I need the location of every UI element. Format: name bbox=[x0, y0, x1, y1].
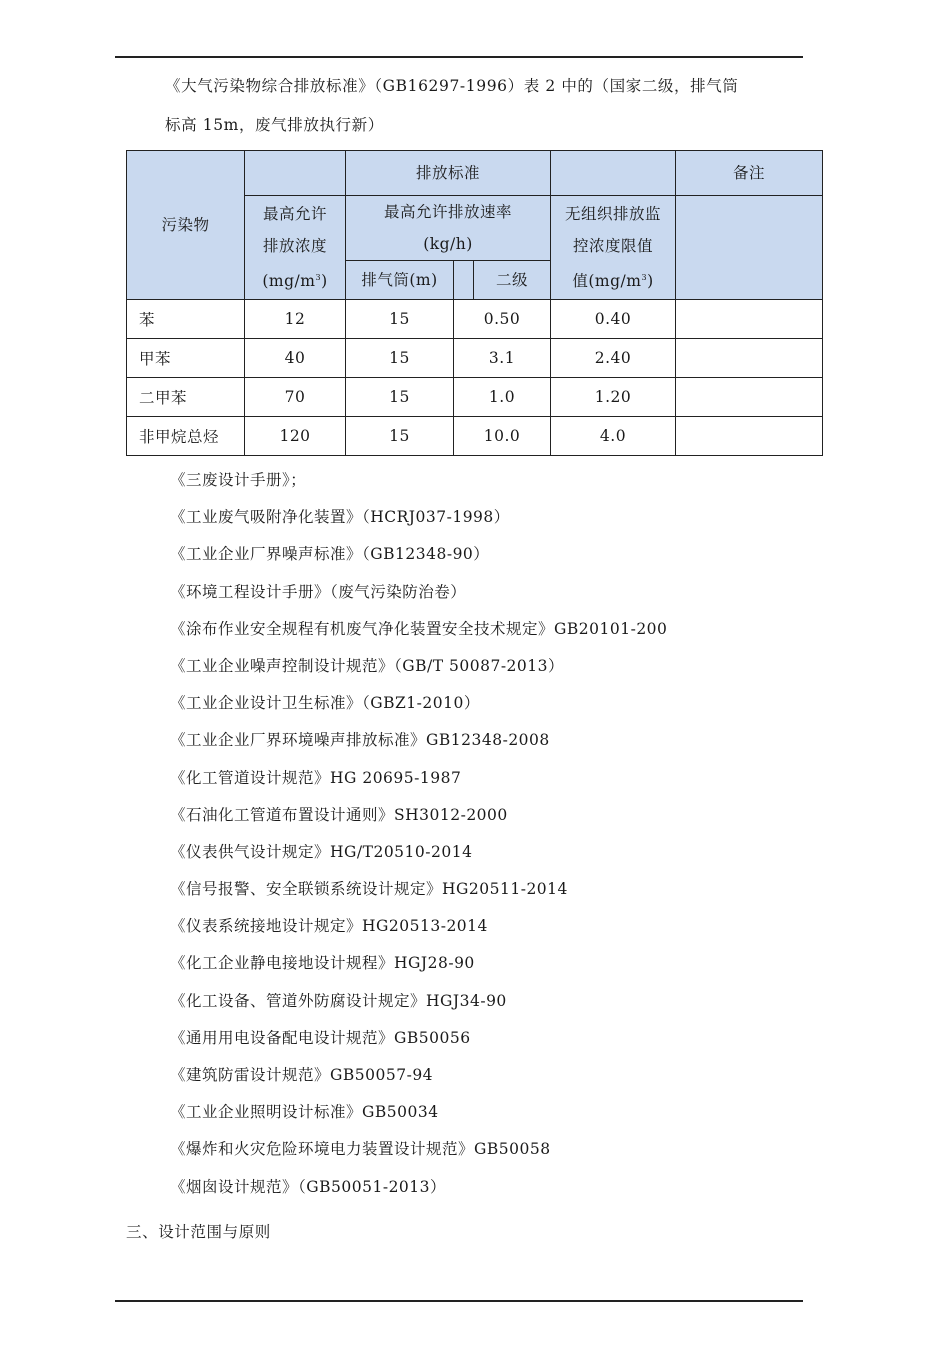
max-concentration-header bbox=[245, 196, 346, 300]
header-rule bbox=[115, 56, 803, 58]
remark-cell bbox=[676, 378, 823, 417]
table-row bbox=[127, 300, 823, 339]
list-item: 《工业废气吸附净化装置》（HCRJ037-1998） bbox=[170, 508, 510, 527]
remark-cell bbox=[676, 300, 823, 339]
limit-cell: 2.40 bbox=[551, 339, 676, 378]
list-item: 《石油化工管道布置设计通则》SH3012-2000 bbox=[170, 805, 508, 824]
pollutant-header: 污染物 bbox=[127, 151, 245, 300]
section-heading: 三、设计范围与原则 bbox=[126, 1223, 271, 1241]
rate-cell: 0.50 bbox=[454, 300, 551, 339]
intro-line-1: 《大气污染物综合排放标准》（GB16297-1996）表 2 中的（国家二级，排气筒 bbox=[165, 77, 739, 95]
list-item: 《通用用电设备配电设计规范》GB50056 bbox=[170, 1028, 471, 1047]
max-concentration-unit-text: (mg/m bbox=[262, 272, 316, 291]
list-item: 《工业企业厂界环境噪声排放标准》GB12348-2008 bbox=[170, 731, 550, 750]
max-rate-label: 最高允许排放速率 bbox=[383, 203, 512, 221]
pollutant-name: 二甲苯 bbox=[127, 378, 245, 417]
max-rate-unit: (kg/h) bbox=[423, 235, 473, 253]
unorganized-emission-label: 无组织排放监控浓度限值 bbox=[564, 204, 661, 255]
max-concentration-unit-sup: 3 bbox=[315, 272, 322, 282]
list-item: 《烟囱设计规范》（GB50051-2013） bbox=[170, 1177, 447, 1196]
pollutant-name: 甲苯 bbox=[127, 339, 245, 378]
unorganized-unit-text: 值(mg/m bbox=[572, 272, 642, 291]
unorganized-unit-sup: 3 bbox=[641, 272, 648, 282]
list-item: 《仪表系统接地设计规定》HG20513-2014 bbox=[170, 917, 488, 936]
header-blank-4 bbox=[454, 261, 474, 300]
list-item: 《信号报警、安全联锁系统设计规定》HG20511-2014 bbox=[170, 880, 568, 899]
list-item: 《工业企业照明设计标准》GB50034 bbox=[170, 1103, 439, 1122]
remarks-header: 备注 bbox=[676, 151, 823, 196]
max-rate-header bbox=[346, 196, 551, 261]
emission-standard-table bbox=[126, 150, 823, 456]
table-row bbox=[127, 378, 823, 417]
list-item: 《爆炸和火灾危险环境电力装置设计规范》GB50058 bbox=[170, 1140, 551, 1159]
list-item: 《化工管道设计规范》HG 20695-1987 bbox=[170, 768, 462, 787]
limit-cell: 0.40 bbox=[551, 300, 676, 339]
pollutant-name: 非甲烷总烃 bbox=[127, 417, 245, 456]
stack-cell: 15 bbox=[346, 339, 454, 378]
unorganized-emission-unit bbox=[551, 262, 675, 297]
stack-cell: 15 bbox=[346, 417, 454, 456]
remark-cell bbox=[676, 417, 823, 456]
list-item: 《工业企业设计卫生标准》（GBZ1-2010） bbox=[170, 694, 480, 713]
stack-cell: 15 bbox=[346, 300, 454, 339]
grade-two-header: 二级 bbox=[474, 261, 551, 300]
max-concentration-label: 最高允许排放浓度 bbox=[262, 204, 327, 255]
concentration-cell: 12 bbox=[245, 300, 346, 339]
list-item: 《环境工程设计手册》（废气污染防治卷） bbox=[170, 582, 467, 601]
max-concentration-unit bbox=[245, 262, 345, 297]
stack-height-header: 排气筒(m) bbox=[346, 261, 454, 300]
header-blank-2 bbox=[551, 151, 676, 196]
remark-cell bbox=[676, 339, 823, 378]
limit-cell: 4.0 bbox=[551, 417, 676, 456]
limit-cell: 1.20 bbox=[551, 378, 676, 417]
concentration-cell: 120 bbox=[245, 417, 346, 456]
unorganized-unit-close: ) bbox=[647, 272, 654, 291]
unorganized-emission-header bbox=[551, 196, 676, 300]
pollutant-name: 苯 bbox=[127, 300, 245, 339]
rate-cell: 1.0 bbox=[454, 378, 551, 417]
list-item: 《仪表供气设计规定》HG/T20510-2014 bbox=[170, 842, 473, 861]
rate-cell: 10.0 bbox=[454, 417, 551, 456]
list-item: 《涂布作业安全规程有机废气净化装置安全技术规定》GB20101-200 bbox=[170, 619, 668, 638]
header-blank-1 bbox=[245, 151, 346, 196]
list-item: 《化工设备、管道外防腐设计规定》HGJ34-90 bbox=[170, 991, 507, 1010]
stack-cell: 15 bbox=[346, 378, 454, 417]
reference-list bbox=[170, 466, 667, 1210]
emission-standard-header: 排放标准 bbox=[346, 151, 551, 196]
list-item: 《工业企业噪声控制设计规范》（GB/T 50087-2013） bbox=[170, 656, 565, 675]
footer-rule bbox=[115, 1300, 803, 1302]
header-blank-3 bbox=[676, 196, 823, 300]
max-concentration-unit-close: ) bbox=[321, 272, 328, 291]
concentration-cell: 40 bbox=[245, 339, 346, 378]
list-item: 《工业企业厂界噪声标准》（GB12348-90） bbox=[170, 545, 490, 564]
list-item: 《三废设计手册》； bbox=[170, 471, 307, 489]
list-item: 《化工企业静电接地设计规程》HGJ28-90 bbox=[170, 954, 475, 973]
table-row bbox=[127, 339, 823, 378]
table-row bbox=[127, 417, 823, 456]
concentration-cell: 70 bbox=[245, 378, 346, 417]
rate-cell: 3.1 bbox=[454, 339, 551, 378]
list-item: 《建筑防雷设计规范》GB50057-94 bbox=[170, 1066, 434, 1084]
intro-line-2: 标高 15m，废气排放执行新） bbox=[165, 116, 384, 134]
